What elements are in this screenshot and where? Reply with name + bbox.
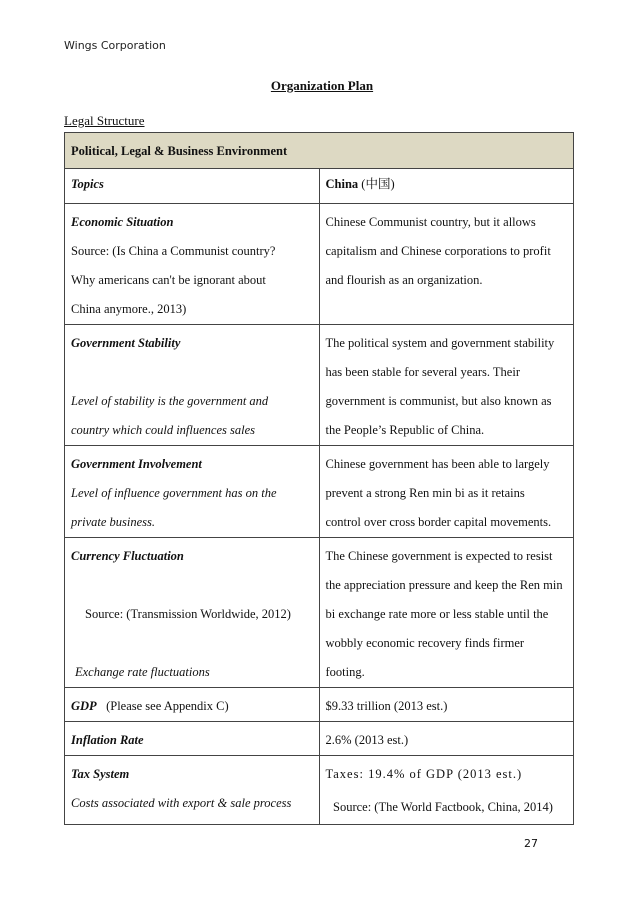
detail-line: government is communist, but also known as xyxy=(325,394,552,408)
detail-line: and flourish as an organization. xyxy=(325,273,483,287)
topic-label: GDP xyxy=(71,699,97,713)
table-source-note: Source: (The World Factbook, China, 2014) xyxy=(333,800,553,814)
detail-cell xyxy=(319,722,574,756)
topic-note: private business. xyxy=(71,515,156,529)
column-header-topics: Topics xyxy=(65,169,320,204)
topic-cell xyxy=(65,446,320,538)
topic-note: Level of influence government has on the xyxy=(71,486,277,500)
topic-cell xyxy=(65,756,320,825)
detail-cell xyxy=(319,688,574,722)
table-heading: Political, Legal & Business Environment xyxy=(65,133,574,169)
topic-note: (Please see Appendix C) xyxy=(106,699,229,713)
detail-line: The Chinese government is expected to resist xyxy=(325,549,553,563)
detail-line: footing. xyxy=(325,665,365,679)
country-name: China xyxy=(325,177,359,191)
topic-label: Inflation Rate xyxy=(71,733,144,747)
page-title xyxy=(0,78,638,94)
detail-line: bi exchange rate more or less stable until the xyxy=(325,607,549,621)
topic-label: Tax System xyxy=(71,767,130,781)
detail-cell xyxy=(319,204,574,325)
detail-line: $9.33 trillion (2013 est.) xyxy=(325,699,448,713)
topic-cell xyxy=(65,722,320,756)
topic-cell xyxy=(65,204,320,325)
detail-line: control over cross border capital movements. xyxy=(325,515,552,529)
detail-cell xyxy=(319,325,574,446)
section-heading: Legal Structure xyxy=(64,113,145,128)
detail-cell xyxy=(319,538,574,688)
table-row xyxy=(65,204,574,325)
detail-line: the appreciation pressure and keep the Ren min xyxy=(325,578,563,592)
table-row xyxy=(65,325,574,446)
topic-note: China anymore., 2013) xyxy=(71,302,187,316)
environment-table xyxy=(64,132,574,825)
topic-note: Level of stability is the government and xyxy=(71,394,269,408)
topic-label: Currency Fluctuation xyxy=(71,549,184,563)
detail-line: has been stable for several years. Their xyxy=(325,365,520,379)
table-row xyxy=(65,688,574,722)
page-title-text: Organization Plan xyxy=(270,78,374,93)
topic-note: Source: (Is China a Communist country? xyxy=(71,244,276,258)
page-number: 27 xyxy=(524,837,538,850)
running-header: Wings Corporation xyxy=(64,39,166,52)
country-name-chinese: (中国) xyxy=(361,177,395,191)
detail-line: wobbly economic recovery finds firmer xyxy=(325,636,525,650)
column-header-country xyxy=(319,169,574,204)
topic-label: Economic Situation xyxy=(71,215,174,229)
topic-cell xyxy=(65,325,320,446)
topic-label: Government Involvement xyxy=(71,457,202,471)
table-row xyxy=(65,538,574,688)
spacer xyxy=(71,629,313,658)
table-column-header-row xyxy=(65,169,574,204)
topic-note: Costs associated with export & sale process xyxy=(71,796,292,810)
detail-line: Chinese government has been able to largely xyxy=(325,457,550,471)
topic-note: Exchange rate fluctuations xyxy=(75,665,210,679)
detail-line: Chinese Communist country, but it allows xyxy=(325,215,536,229)
detail-line: prevent a strong Ren min bi as it retains xyxy=(325,486,525,500)
topic-cell xyxy=(65,688,320,722)
topic-note: Source: (Transmission Worldwide, 2012) xyxy=(85,607,291,621)
spacer xyxy=(71,358,313,387)
table-row xyxy=(65,722,574,756)
table-heading-row xyxy=(65,133,574,169)
topic-cell xyxy=(65,538,320,688)
topic-note: country which could influences sales xyxy=(71,423,255,437)
topic-label: Government Stability xyxy=(71,336,181,350)
table-row xyxy=(65,446,574,538)
detail-line: capitalism and Chinese corporations to profit xyxy=(325,244,551,258)
detail-cell xyxy=(319,446,574,538)
detail-line: The political system and government stability xyxy=(325,336,555,350)
detail-line: the People’s Republic of China. xyxy=(325,423,485,437)
spacer xyxy=(71,571,313,600)
detail-line: Taxes: 19.4% of GDP (2013 est.) xyxy=(325,767,523,781)
topic-note: Why americans can't be ignorant about xyxy=(71,273,266,287)
detail-line: 2.6% (2013 est.) xyxy=(325,733,409,747)
